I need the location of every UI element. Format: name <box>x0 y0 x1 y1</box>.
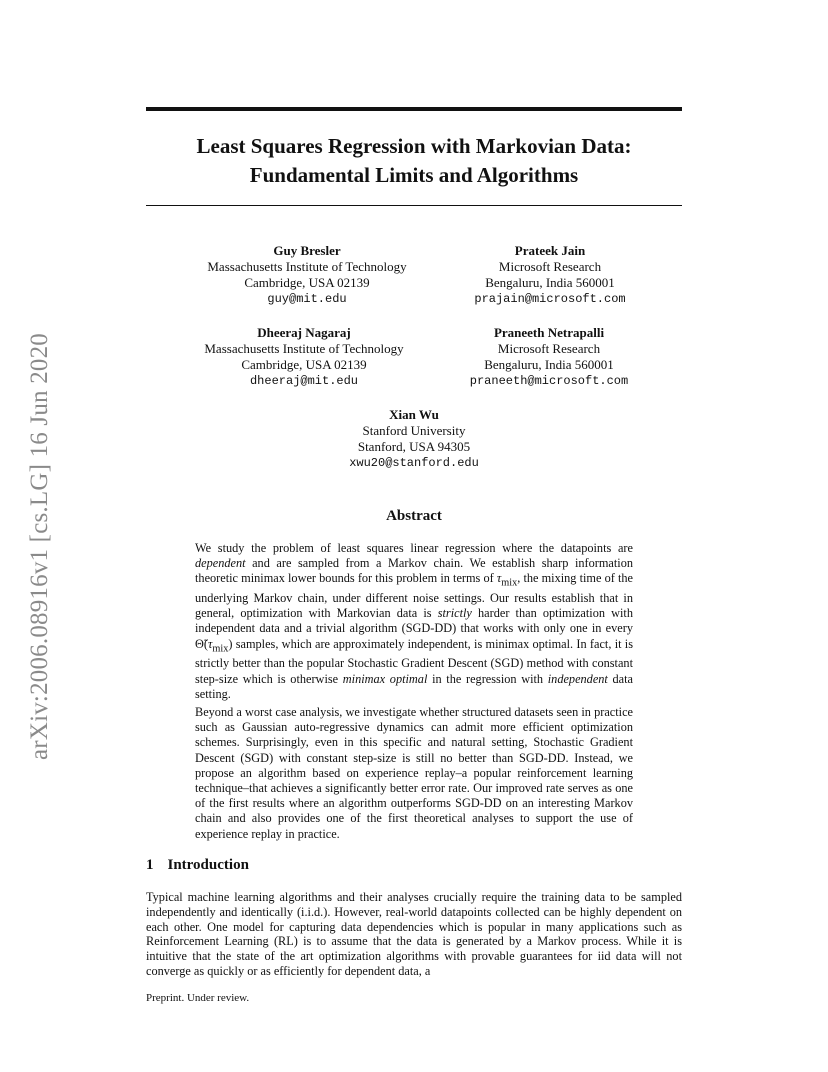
abstract-emphasis: strictly <box>437 606 472 621</box>
author-affiliation: Microsoft Research <box>498 259 602 274</box>
author-email: prajain@microsoft.com <box>474 292 626 306</box>
author-affiliation: Microsoft Research <box>497 341 601 356</box>
abstract-body <box>195 541 633 845</box>
author-block-netrapalli <box>429 325 669 389</box>
title-bottom-rule <box>146 205 682 206</box>
author-block-wu <box>294 407 534 471</box>
author-name: Guy Bresler <box>273 243 341 258</box>
author-name: Dheeraj Nagaraj <box>257 325 351 340</box>
abstract-heading: Abstract <box>386 508 442 524</box>
abstract-emphasis: independent <box>547 671 608 686</box>
abstract-paragraph-1 <box>195 541 633 702</box>
author-address: Cambridge, USA 02139 <box>244 275 370 290</box>
abstract-emphasis: dependent <box>195 556 246 571</box>
paper-title-line-2: Fundamental Limits and Algorithms <box>249 163 579 187</box>
introduction-body <box>146 890 682 979</box>
closing-paren: ) <box>228 636 233 651</box>
abstract-text: harder than optimization with independent data and a trivial algorithm (SGD-DD) that works with only one in every <box>195 606 634 636</box>
author-name: Xian Wu <box>389 407 439 422</box>
author-affiliation: Massachusetts Institute of Technology <box>204 341 404 356</box>
paper-title-line-1: Least Squares Regression with Markovian Data: <box>196 134 632 158</box>
abstract-text: data setting. <box>195 671 634 701</box>
theta-symbol: Θ̃( <box>195 636 208 651</box>
abstract-text: and are sampled from a Markov chain. We establish sharp information theoretic minimax lower bounds for this problem in terms of <box>195 556 633 586</box>
author-affiliation: Stanford University <box>362 423 466 438</box>
preprint-footnote: Preprint. Under review. <box>146 992 250 1004</box>
introduction-paragraph: Typical machine learning algorithms and their analyses crucially require the training data to be sampled independently and identically (i.i.d.). However, real-world datapoints collected can be highly dependent on each other. One model for capturing data dependencies which is popular in many applications such as Reinforcement Learning (RL) is to assume that the data is generated by a Markov process. While it is intuitive that the state of the art optimization algorithms with provable guarantees for iid data will not converge as quickly or as efficiently for dependent data, a <box>146 890 682 978</box>
author-address: Cambridge, USA 02139 <box>241 357 367 372</box>
author-block-jain <box>430 243 670 307</box>
abstract-text: in the regression with <box>427 671 548 686</box>
author-email: guy@mit.edu <box>267 292 347 306</box>
author-address: Stanford, USA 94305 <box>357 439 471 454</box>
section-heading-introduction <box>146 855 249 875</box>
author-name: Praneeth Netrapalli <box>493 325 605 340</box>
author-address: Bengaluru, India 560001 <box>484 357 614 372</box>
tau-symbol: τ <box>207 636 213 651</box>
author-email: xwu20@stanford.edu <box>349 456 479 470</box>
author-block-nagaraj <box>184 325 424 389</box>
mix-subscript: mix <box>501 577 518 589</box>
author-address: Bengaluru, India 560001 <box>485 275 615 290</box>
abstract-emphasis: minimax optimal <box>342 671 428 686</box>
abstract-paragraph-2: Beyond a worst case analysis, we investigate whether structured datasets seen in practice such as Gaussian auto-regressive dynamics can admit more efficient optimization schemes. Surprisingly, even in this specific and natural setting, Stochastic Gradient Descent (SGD) with constant step-size is still no better than SGD-DD. Instead, we propose an algorithm based on experience replay–a popular reinforcement learning technique–that achieves a significantly better error rate. Our improved rate serves as one of the first results where an algorithm outperforms SGD-DD on an interesting Markov chain and also provides one of the first theoretical analyses to support the use of experience replay in practice. <box>195 704 633 841</box>
arxiv-sidebar-stamp: arXiv:2006.08916v1 [cs.LG] 16 Jun 2020 <box>26 333 53 760</box>
author-affiliation: Massachusetts Institute of Technology <box>207 259 407 274</box>
abstract-text: We study the problem of least squares linear regression where the datapoints are <box>195 541 633 555</box>
abstract-text: , the mixing time of the underlying Markov chain, under different noise settings. Our results establish that in general, optimization with Markovian data is <box>195 571 633 621</box>
title-top-rule <box>146 107 682 111</box>
section-number: 1 <box>146 857 154 873</box>
abstract-text: samples, which are approximately independent, is minimax optimal. In fact, it is strictly better than the popular Stochastic Gradient Descent (SGD) method with constant step-size which is otherwise <box>195 636 633 686</box>
tau-symbol: τ <box>496 571 502 586</box>
author-block-bresler <box>187 243 427 307</box>
author-email: dheeraj@mit.edu <box>249 374 359 388</box>
paper-title <box>146 132 682 190</box>
mix-subscript: mix <box>212 643 229 655</box>
author-name: Prateek Jain <box>514 243 586 258</box>
section-title: Introduction <box>167 857 249 873</box>
author-email: praneeth@microsoft.com <box>469 374 629 388</box>
